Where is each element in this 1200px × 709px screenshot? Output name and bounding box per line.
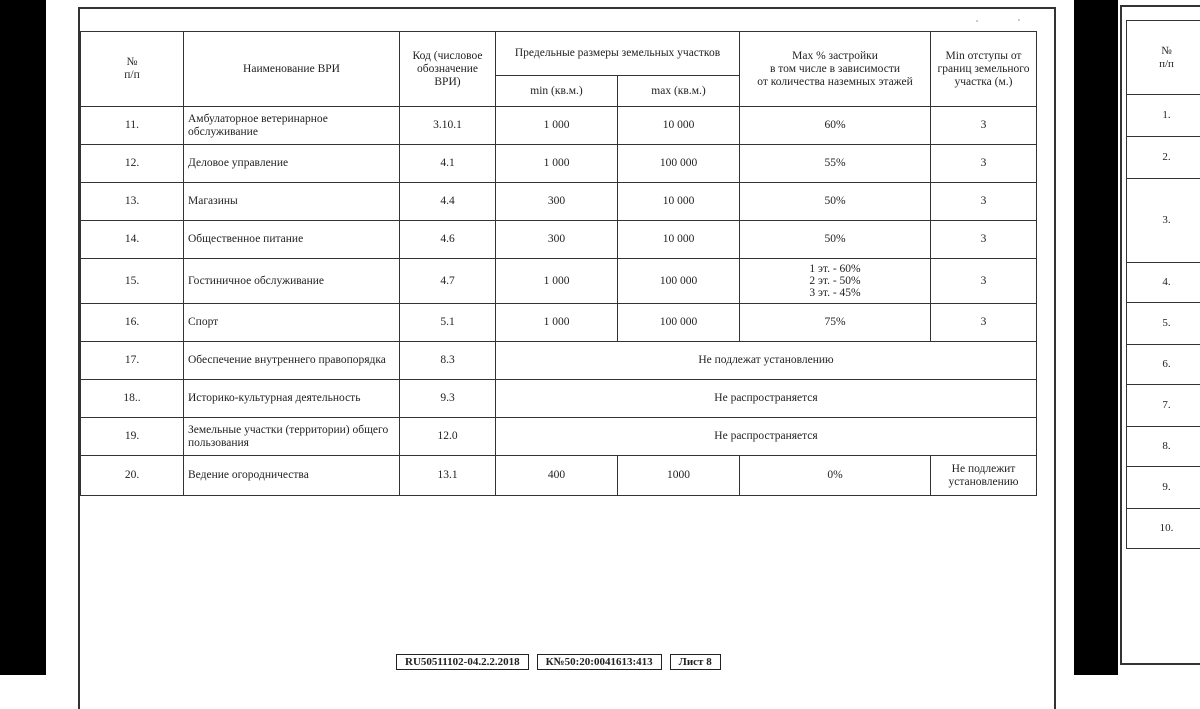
next-page-row-number: 6. [1127,345,1200,385]
scan-speck [976,20,978,22]
header-coverage [740,32,931,107]
row-name: Историко-культурная деятельность [184,380,400,418]
row-coverage: 1 эт. - 60% 2 эт. - 50% 3 эт. - 45% [740,259,931,304]
row-name: Общественное питание [184,221,400,259]
row-code: 4.7 [400,259,496,304]
stamp-doc-number: RU50511102-04.2.2.2018 [396,654,529,670]
header-name-text: Наименование ВРИ [243,63,340,75]
land-use-table [80,31,1037,496]
header-number [81,32,184,107]
row-min: 1 000 [496,145,618,183]
row-number: 14. [81,221,184,259]
row-number: 12. [81,145,184,183]
row-coverage: 55% [740,145,931,183]
next-page-row-number: 3. [1127,179,1200,263]
row-max: 100 000 [618,259,740,304]
row-name: Спорт [184,304,400,342]
row-coverage: 75% [740,304,931,342]
row-code: 9.3 [400,380,496,418]
header-max-text: max (кв.м.) [651,85,705,97]
row-number: 16. [81,304,184,342]
row-merged-note: Не распространяется [496,418,1037,456]
row-number: 11. [81,107,184,145]
table-row [81,107,1037,145]
header-code-text: Код (числовое обозначение ВРИ) [413,50,483,88]
row-min: 300 [496,221,618,259]
row-name: Магазины [184,183,400,221]
next-page-row-number: 8. [1127,427,1200,467]
row-max: 1000 [618,456,740,496]
row-merged-note: Не распространяется [496,380,1037,418]
next-page-row-number: 1. [1127,95,1200,137]
row-setback: 3 [931,145,1037,183]
row-code: 4.1 [400,145,496,183]
row-merged-note: Не подлежат установлению [496,342,1037,380]
row-number: 20. [81,456,184,496]
row-setback: Не подлежит установлению [931,456,1037,496]
row-code: 8.3 [400,342,496,380]
header-plot-limits-text: Предельные размеры земельных участков [515,47,720,59]
row-min: 1 000 [496,107,618,145]
table-row [81,259,1037,304]
header-plot-limits [496,32,740,76]
row-coverage: 0% [740,456,931,496]
row-name: Ведение огородничества [184,456,400,496]
next-page-table [1126,20,1200,549]
row-name: Амбулаторное ветеринарное обслуживание [184,107,400,145]
row-coverage: 60% [740,107,931,145]
header-setback [931,32,1037,107]
row-number: 17. [81,342,184,380]
table-row [81,456,1037,496]
row-number: 18.. [81,380,184,418]
row-max: 10 000 [618,183,740,221]
row-name: Земельные участки (территории) общего пользования [184,418,400,456]
header-coverage-text: Max % застройки в том числе в зависимости от количества наземных этажей [757,50,913,88]
row-min: 400 [496,456,618,496]
row-code: 4.6 [400,221,496,259]
row-name: Гостиничное обслуживание [184,259,400,304]
watermark [594,210,636,460]
row-setback: 3 [931,259,1037,304]
row-min: 1 000 [496,259,618,304]
row-name: Деловое управление [184,145,400,183]
next-page-row-number: 10. [1127,509,1200,549]
stamp-cadastral-number: К№50:20:0041613:413 [537,654,662,670]
row-max: 10 000 [618,221,740,259]
table-row [81,342,1037,380]
row-code: 13.1 [400,456,496,496]
header-max [618,76,740,107]
next-page-row-number: 4. [1127,263,1200,303]
row-min: 1 000 [496,304,618,342]
row-setback: 3 [931,107,1037,145]
row-number: 15. [81,259,184,304]
left-dark-margin [0,0,46,675]
row-number: 13. [81,183,184,221]
row-name: Обеспечение внутреннего правопорядка [184,342,400,380]
row-max: 100 000 [618,145,740,183]
table-row [81,304,1037,342]
row-coverage: 50% [740,221,931,259]
row-max: 100 000 [618,304,740,342]
row-code: 12.0 [400,418,496,456]
header-min-text: min (кв.м.) [530,85,582,97]
next-page-partial [1118,0,1200,675]
middle-dark-gap [1074,0,1118,675]
header-name [184,32,400,107]
row-min: 300 [496,183,618,221]
row-code: 5.1 [400,304,496,342]
next-page-row-number: 2. [1127,137,1200,179]
row-max: 10 000 [618,107,740,145]
next-page-row-number: 9. [1127,467,1200,509]
header-min [496,76,618,107]
row-coverage: 50% [740,183,931,221]
header-setback-text: Min отступы от границ земельного участка (м.) [937,50,1029,88]
row-setback: 3 [931,183,1037,221]
table-row [81,380,1037,418]
next-page-row-number: 7. [1127,385,1200,427]
row-code: 3.10.1 [400,107,496,145]
header-code [400,32,496,107]
document-stamp [396,654,721,670]
row-code: 4.4 [400,183,496,221]
header-number-text: № п/п [124,56,140,81]
scan-speck [1018,19,1020,21]
table-row [81,418,1037,456]
next-page-row-number: 5. [1127,303,1200,345]
table-row [81,145,1037,183]
row-number: 19. [81,418,184,456]
row-setback: 3 [931,304,1037,342]
table-row [81,183,1037,221]
row-setback: 3 [931,221,1037,259]
table-row [81,221,1037,259]
document-page [46,0,1074,675]
next-page-header-number: № п/п [1127,21,1200,95]
stamp-sheet: Лист 8 [670,654,721,670]
